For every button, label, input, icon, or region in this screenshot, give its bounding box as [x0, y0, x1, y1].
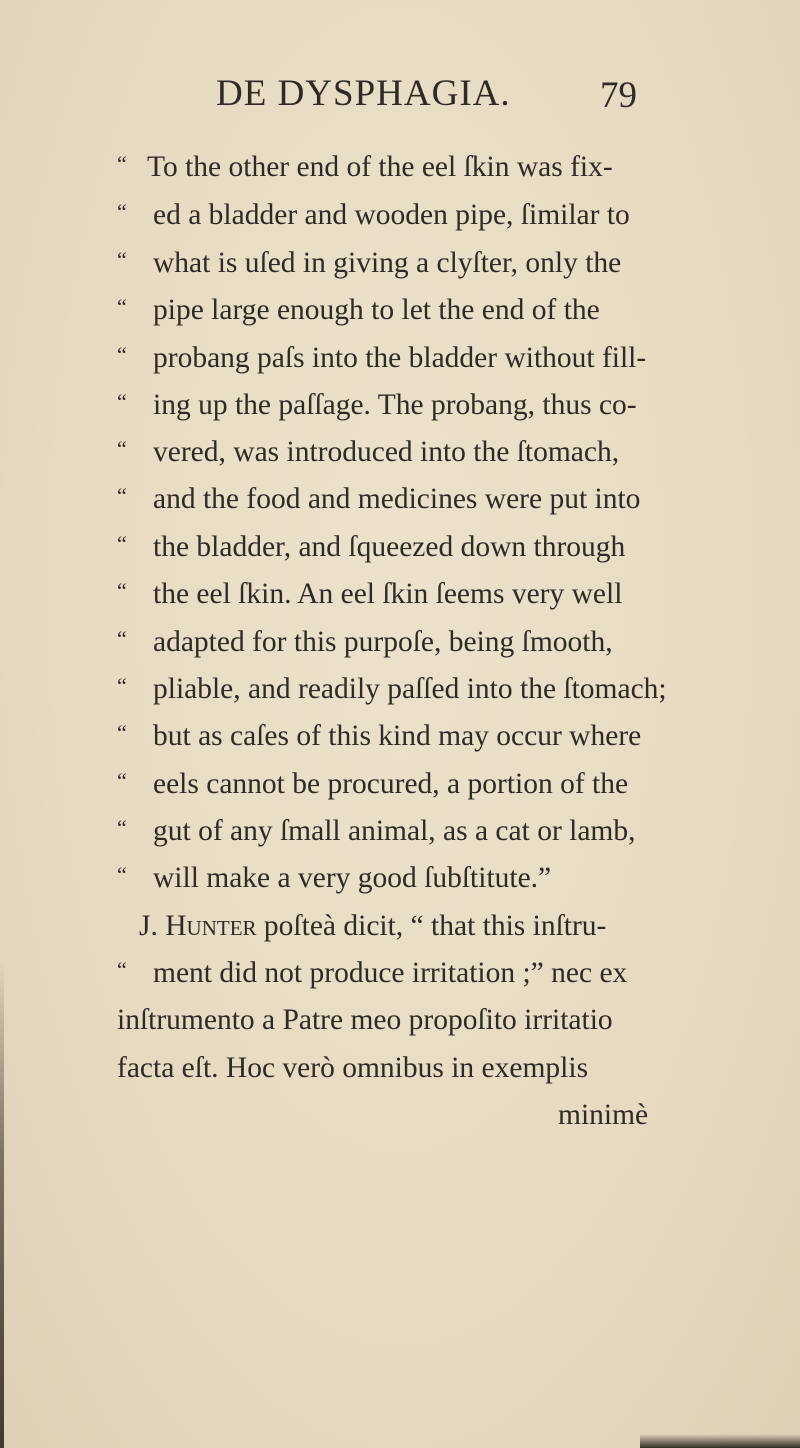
quote-mark: “: [117, 436, 127, 461]
text-line: [117, 385, 637, 425]
quote-mark: “: [117, 483, 127, 508]
line-text: ed a bladder and wooden pipe, ſimilar to: [153, 199, 630, 231]
quote-mark: “: [117, 247, 127, 272]
line-text: the eel ſkin. An eel ſkin ſeems very well: [153, 578, 623, 610]
text-line: [117, 147, 613, 187]
quote-mark: “: [117, 342, 127, 367]
text-line: [117, 195, 630, 235]
text-line: [117, 243, 621, 283]
quote-mark: “: [117, 151, 127, 176]
text-line: [117, 1000, 613, 1040]
quote-mark: “: [117, 578, 127, 603]
page-number: 79: [600, 75, 637, 116]
running-head: DE DYSPHAGIA.: [216, 73, 511, 114]
quote-mark: “: [117, 626, 127, 651]
text-line: [117, 953, 627, 993]
quote-mark: “: [117, 957, 127, 982]
quote-mark: “: [117, 294, 127, 319]
text-line: [117, 811, 636, 851]
line-text: pipe large enough to let the end of the: [153, 294, 600, 326]
quote-mark: “: [117, 531, 127, 556]
text-line: [117, 479, 640, 519]
text-line: [117, 290, 600, 330]
hunter-rest: poſteà dicit, “ that this inſtru-: [263, 910, 607, 942]
text-line: [117, 764, 628, 804]
line-text: probang paſs into the bladder without fill-: [153, 342, 647, 374]
line-text: facta eſt. Hoc verò omnibus in exemplis: [117, 1052, 589, 1084]
hunter-line: [139, 906, 606, 946]
quote-mark: “: [117, 199, 127, 224]
text-line: [117, 574, 622, 614]
line-text: the bladder, and ſqueezed down through: [153, 531, 626, 563]
text-line: [117, 622, 613, 662]
line-text: will make a very good ſubſtitute.”: [153, 862, 552, 894]
line-text: pliable, and readily paſſed into the ſtomach;: [153, 673, 667, 705]
text-line: [117, 716, 641, 756]
line-text: inſtrumento a Patre meo propoſito irritatio: [117, 1004, 613, 1036]
line-text: but as caſes of this kind may occur where: [153, 720, 642, 752]
quote-mark: “: [117, 862, 127, 887]
line-text: gut of any ſmall animal, as a cat or lamb,: [153, 815, 636, 847]
text-line: [117, 432, 619, 472]
text-line: [117, 527, 625, 567]
line-text: what is uſed in giving a clyſter, only the: [153, 247, 622, 279]
quote-mark: “: [117, 389, 127, 414]
line-text: To the other end of the eel ſkin was fix-: [147, 151, 613, 183]
text-line: [117, 669, 667, 709]
quote-mark: “: [117, 720, 127, 745]
binding-edge-shadow: [0, 960, 4, 1448]
line-text: ing up the paſſage. The probang, thus co-: [153, 389, 637, 421]
quote-mark: “: [117, 815, 127, 840]
text-line: [117, 1048, 588, 1088]
quote-mark: “: [117, 768, 127, 793]
line-text: eels cannot be procured, a portion of the: [153, 768, 629, 800]
text-line: [117, 338, 646, 378]
line-text: and the food and medicines were put into: [153, 483, 641, 515]
line-text: adapted for this purpoſe, being ſmooth,: [153, 626, 613, 658]
quote-mark: “: [117, 673, 127, 698]
page-header: [0, 72, 800, 122]
catchword: minimè: [558, 1099, 649, 1131]
hunter-name: Hunter: [165, 910, 257, 942]
page-edge-shadow: [640, 1434, 800, 1448]
line-text: vered, was introduced into the ſtomach,: [153, 436, 620, 468]
text-line: [117, 858, 551, 898]
hunter-initial: J.: [139, 910, 158, 942]
line-text: ment did not produce irritation ;” nec ex: [153, 957, 628, 989]
